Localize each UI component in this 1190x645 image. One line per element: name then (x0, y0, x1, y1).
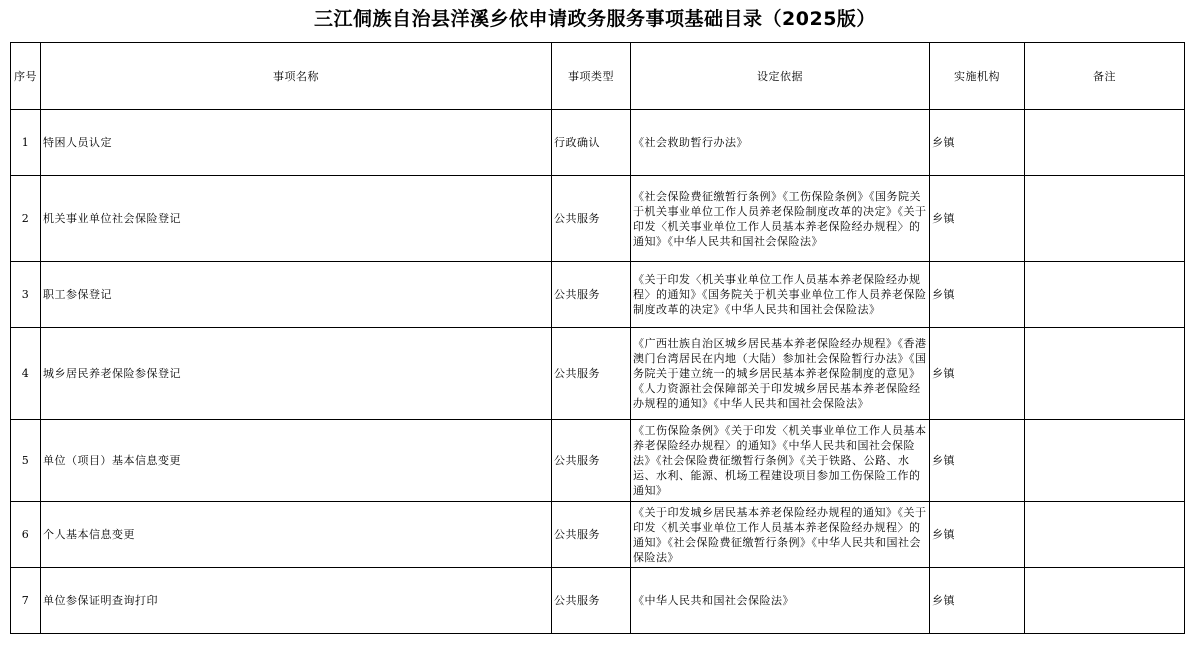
legal-basis: 《社会救助暂行办法》 (631, 110, 930, 176)
item-type: 公共服务 (552, 420, 631, 502)
item-type: 行政确认 (552, 110, 631, 176)
table-row (11, 568, 1185, 634)
row-number: 1 (11, 110, 41, 176)
implementing-org: 乡镇 (930, 262, 1025, 328)
row-number: 5 (11, 420, 41, 502)
remarks (1025, 262, 1185, 328)
legal-basis: 《广西壮族自治区城乡居民基本养老保险经办规程》《香港澳门台湾居民在内地（大陆）参加社会保险暂行办法》《国务院关于建立统一的城乡居民基本养老保险制度的意见》《人力资源社会保障部关于印发城乡居民基本养老保险经办规程的通知》《中华人民共和国社会保险法》 (631, 328, 930, 420)
header-basis: 设定依据 (631, 43, 930, 110)
implementing-org: 乡镇 (930, 110, 1025, 176)
header-type: 事项类型 (552, 43, 631, 110)
row-number: 2 (11, 176, 41, 262)
remarks (1025, 328, 1185, 420)
legal-basis: 《工伤保险条例》《关于印发〈机关事业单位工作人员基本养老保险经办规程〉的通知》《中华人民共和国社会保险法》《社会保险费征缴暂行条例》《关于铁路、公路、水运、水利、能源、机场工程建设项目参加工伤保险工作的通知》 (631, 420, 930, 502)
header-org: 实施机构 (930, 43, 1025, 110)
document-title: 三江侗族自治县洋溪乡依申请政务服务事项基础目录（2025版） (314, 8, 876, 30)
implementing-org: 乡镇 (930, 328, 1025, 420)
remarks (1025, 176, 1185, 262)
table-row (11, 176, 1185, 262)
implementing-org: 乡镇 (930, 176, 1025, 262)
item-name: 职工参保登记 (41, 262, 552, 328)
item-type: 公共服务 (552, 502, 631, 568)
remarks (1025, 502, 1185, 568)
item-name: 城乡居民养老保险参保登记 (41, 328, 552, 420)
item-type: 公共服务 (552, 176, 631, 262)
item-name: 单位（项目）基本信息变更 (41, 420, 552, 502)
table-row (11, 262, 1185, 328)
table-row (11, 328, 1185, 420)
header-no: 序号 (11, 43, 41, 110)
header-name: 事项名称 (41, 43, 552, 110)
table-row (11, 420, 1185, 502)
row-number: 7 (11, 568, 41, 634)
implementing-org: 乡镇 (930, 420, 1025, 502)
legal-basis: 《关于印发城乡居民基本养老保险经办规程的通知》《关于印发〈机关事业单位工作人员基本养老保险经办规程〉的通知》《社会保险费征缴暂行条例》《中华人民共和国社会保险法》 (631, 502, 930, 568)
header-row (11, 43, 1185, 110)
item-type: 公共服务 (552, 262, 631, 328)
remarks (1025, 568, 1185, 634)
item-name: 特困人员认定 (41, 110, 552, 176)
legal-basis: 《社会保险费征缴暂行条例》《工伤保险条例》《国务院关于机关事业单位工作人员养老保险制度改革的决定》《关于印发〈机关事业单位工作人员基本养老保险经办规程〉的通知》《中华人民共和国社会保险法》 (631, 176, 930, 262)
item-name: 机关事业单位社会保险登记 (41, 176, 552, 262)
item-name: 单位参保证明查询打印 (41, 568, 552, 634)
item-type: 公共服务 (552, 568, 631, 634)
implementing-org: 乡镇 (930, 568, 1025, 634)
legal-basis: 《关于印发〈机关事业单位工作人员基本养老保险经办规程〉的通知》《国务院关于机关事业单位工作人员养老保险制度改革的决定》《中华人民共和国社会保险法》 (631, 262, 930, 328)
legal-basis: 《中华人民共和国社会保险法》 (631, 568, 930, 634)
row-number: 3 (11, 262, 41, 328)
row-number: 4 (11, 328, 41, 420)
remarks (1025, 420, 1185, 502)
table-row (11, 110, 1185, 176)
service-catalog-table (10, 42, 1185, 634)
item-type: 公共服务 (552, 328, 631, 420)
header-note: 备注 (1025, 43, 1185, 110)
implementing-org: 乡镇 (930, 502, 1025, 568)
table-row (11, 502, 1185, 568)
row-number: 6 (11, 502, 41, 568)
item-name: 个人基本信息变更 (41, 502, 552, 568)
remarks (1025, 110, 1185, 176)
